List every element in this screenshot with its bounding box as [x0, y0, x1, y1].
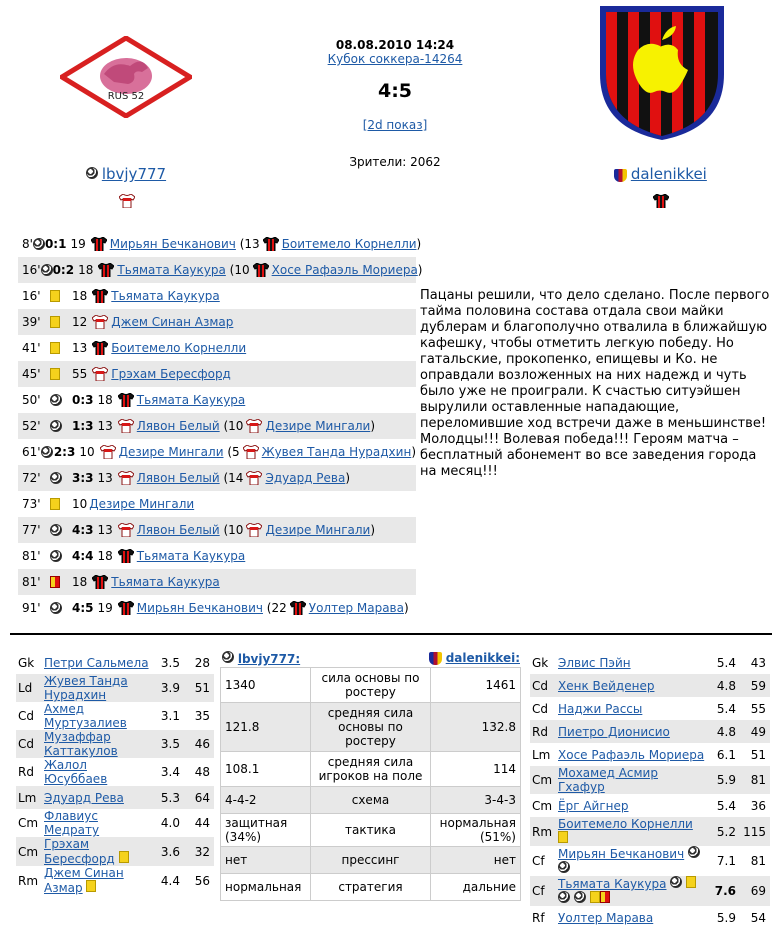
- shirt-icon: [243, 419, 265, 434]
- player-age: 43: [750, 655, 766, 670]
- yellow-card-icon: [119, 851, 129, 863]
- shirt-icon: [115, 549, 137, 564]
- player-link[interactable]: Флавиус Медрату: [44, 809, 100, 837]
- ball-icon: [688, 846, 700, 858]
- compare-table: [220, 667, 521, 901]
- player-link[interactable]: Эдуард Рева: [44, 790, 124, 805]
- event-minute: 81': [22, 549, 41, 563]
- match-header: [300, 38, 490, 132]
- event-player-link[interactable]: Лявон Белый: [136, 523, 220, 537]
- lineup-row: [530, 817, 770, 846]
- player-rating: 7.6: [714, 884, 736, 898]
- lineup-row: [530, 846, 770, 876]
- player-rating: 3.5: [160, 655, 180, 670]
- assist-close: ): [417, 263, 423, 277]
- ball-icon: [50, 472, 62, 484]
- player-link[interactable]: Петри Сальмела: [44, 655, 149, 670]
- compare-home-link[interactable]: lbvjy777:: [237, 652, 301, 666]
- player-position: Cd: [18, 737, 34, 751]
- compare-label: сила основы по ростеру: [310, 668, 430, 703]
- player-link[interactable]: Жалол Юсуббаев: [44, 758, 108, 786]
- event-minute: 50': [22, 393, 41, 407]
- player-number: 13: [72, 341, 88, 355]
- shirt-icon: [243, 471, 265, 486]
- player-position: Cf: [532, 884, 545, 898]
- shirt-icon: [89, 341, 111, 356]
- home-team: [86, 165, 166, 183]
- event-minute: 16': [22, 263, 41, 277]
- yellow-card-icon: [558, 831, 568, 843]
- event-player-link[interactable]: Тьямата Каукура: [111, 289, 220, 303]
- ball-icon: [41, 446, 53, 458]
- compare-row: [221, 703, 521, 752]
- event-score: 4:4: [72, 549, 94, 563]
- compare-header: [222, 651, 520, 666]
- compare-away-value: дальние: [431, 874, 521, 901]
- event-player-link[interactable]: Грэхам Бересфорд: [111, 367, 231, 381]
- compare-row: [221, 874, 521, 901]
- compare-label: прессинг: [310, 847, 430, 874]
- player-rating: 3.9: [160, 681, 180, 695]
- player-age: 51: [750, 747, 766, 762]
- event-row: [18, 231, 422, 257]
- shirt-icon: [115, 601, 137, 616]
- player-link[interactable]: Джем Синан Азмар: [44, 866, 124, 895]
- player-position: Ld: [18, 681, 33, 695]
- player-position: Lm: [532, 747, 551, 762]
- ball-icon: [33, 238, 45, 250]
- compare-home-value: 108.1: [221, 752, 311, 787]
- player-age: 51: [194, 681, 210, 695]
- player-link[interactable]: Наджи Рассы: [558, 701, 643, 716]
- player-age: 35: [194, 709, 210, 723]
- lineup-row: [16, 758, 214, 786]
- player-age: 36: [750, 798, 766, 813]
- compare-row: [221, 814, 521, 847]
- player-rating: 5.2: [716, 824, 736, 839]
- player-position: Rm: [18, 873, 39, 888]
- lineup-row: [16, 674, 214, 702]
- assist-number: (5: [227, 445, 240, 459]
- player-age: 48: [194, 765, 210, 779]
- yellow-card-icon: [50, 290, 60, 302]
- event-player-link[interactable]: Тьямата Каукура: [111, 575, 220, 589]
- ball-icon: [50, 524, 62, 536]
- event-minute: 73': [22, 497, 41, 511]
- player-rating: 5.9: [716, 910, 736, 925]
- event-row: [18, 595, 416, 621]
- player-age: 115: [743, 824, 766, 839]
- away-shirt-icon: [650, 193, 672, 208]
- lineup-row: [16, 702, 214, 730]
- event-row: [18, 283, 416, 309]
- player-link[interactable]: Ёрг Айгнер: [558, 798, 629, 813]
- event-minute: 41': [22, 341, 41, 355]
- event-minute: 39': [22, 315, 41, 329]
- event-assist-link[interactable]: Дезире Мингали: [265, 523, 371, 537]
- event-assist-link[interactable]: Боитемело Корнелли: [281, 237, 417, 251]
- event-score: 4:5: [72, 601, 94, 615]
- shirt-icon: [250, 263, 272, 278]
- assist-number: (14: [223, 471, 244, 485]
- match-comment: Пацаны решили, что дело сделано. После первого тайма половина состава отдала свои майки дублерам и благополучно отвалила в ближайшую кафешку, чтобы отметить легкую победу. Но гатальские, прокопенко, епищевы и Ко. не оправдали возложенных на них надежд и чуть было уже не проиграли. К счастью ситуэйшен вырулили оставленные нападающие, переломившие ход встречи даже в меньшинстве! Молодцы!!! Волевая победа!!! Героям матча – бесплатный абонемент во все заведения города на месяц!!!: [420, 288, 770, 479]
- event-score: 3:3: [72, 471, 94, 485]
- shirt-icon: [95, 263, 117, 278]
- shirt-icon: [89, 315, 111, 330]
- event-assist-link[interactable]: Хосе Рафаэль Мориера: [271, 263, 418, 277]
- player-link[interactable]: Ахмед Муртузалиев: [44, 702, 127, 730]
- player-number: 18: [72, 575, 88, 589]
- player-rating: 4.8: [716, 724, 736, 739]
- player-number: 13: [97, 419, 113, 433]
- compare-home-value: нет: [221, 847, 311, 874]
- assist-number: (13: [239, 237, 260, 251]
- player-link[interactable]: Боитемело Корнелли: [558, 817, 693, 831]
- show-2d-link[interactable]: [2d показ]: [362, 118, 428, 132]
- away-team: [614, 165, 707, 183]
- lineup-row: [530, 697, 770, 720]
- assist-close: ): [403, 601, 409, 615]
- player-rating: 3.5: [160, 737, 180, 751]
- ball-icon: [222, 651, 234, 663]
- event-assist-link[interactable]: Жувея Танда Нурадхин: [261, 445, 412, 459]
- event-assist-link[interactable]: Уолтер Марава: [308, 601, 404, 615]
- compare-away-link[interactable]: dalenikkei:: [445, 651, 520, 665]
- player-rating: 5.4: [716, 701, 736, 716]
- player-number: 12: [72, 315, 88, 329]
- ball-icon: [558, 891, 570, 903]
- event-row: [18, 543, 416, 569]
- barcelona-icon: [429, 652, 442, 665]
- player-position: Cf: [532, 854, 545, 868]
- compare-away-value: 3-4-3: [431, 787, 521, 814]
- home-team-logo: [60, 36, 192, 121]
- player-position: Gk: [18, 655, 35, 670]
- yellow-card-icon: [686, 876, 696, 888]
- player-position: Cm: [532, 773, 553, 787]
- event-row: [18, 257, 423, 283]
- match-datetime: 08.08.2010 14:24: [335, 38, 455, 52]
- event-assist-link[interactable]: Дезире Мингали: [265, 419, 371, 433]
- compare-label: стратегия: [310, 874, 430, 901]
- lineup-row: [530, 743, 770, 766]
- player-age: 49: [750, 724, 766, 739]
- event-player-link[interactable]: Тьямата Каукура: [136, 549, 246, 563]
- event-player-link[interactable]: Мирьян Бечканович: [109, 237, 236, 251]
- event-row: [18, 517, 416, 543]
- player-age: 69: [750, 884, 766, 898]
- shirt-icon: [240, 445, 262, 460]
- ball-icon: [50, 394, 62, 406]
- player-link[interactable]: Элвис Пэйн: [558, 655, 631, 670]
- away-team-logo: [598, 4, 726, 143]
- player-age: 54: [750, 910, 766, 925]
- event-minute: 77': [22, 523, 41, 537]
- assist-number: (22: [266, 601, 287, 615]
- shirt-icon: [287, 601, 309, 616]
- shirt-icon: [89, 289, 111, 304]
- event-row: [18, 309, 416, 335]
- match-events: [18, 231, 423, 621]
- player-rating: 4.0: [160, 816, 180, 830]
- event-minute: 72': [22, 471, 41, 485]
- event-row: [18, 491, 416, 517]
- ball-icon: [670, 876, 682, 888]
- shirt-icon: [260, 237, 282, 252]
- player-number: 18: [97, 549, 113, 563]
- player-position: Cm: [532, 798, 553, 813]
- shirt-icon: [97, 445, 119, 460]
- compare-row: [221, 752, 521, 787]
- event-row: [18, 569, 416, 595]
- lineup-row: [16, 837, 214, 866]
- player-rating: 5.4: [716, 798, 736, 813]
- player-position: Cm: [18, 816, 39, 830]
- player-rating: 7.1: [716, 854, 736, 868]
- event-score: 0:1: [44, 237, 67, 251]
- player-position: Cm: [18, 844, 39, 859]
- home-shirt-icon: [116, 193, 138, 208]
- assist-close: ): [370, 419, 376, 433]
- lineup-row: [16, 730, 214, 758]
- event-score: 1:3: [72, 419, 94, 433]
- spectators: Зрители: 2062: [349, 155, 441, 169]
- event-row: [18, 439, 416, 465]
- event-score: 2:3: [53, 445, 76, 459]
- event-assist-link[interactable]: Эдуард Рева: [265, 471, 346, 485]
- player-age: 46: [194, 737, 210, 751]
- event-row: [18, 361, 416, 387]
- compare-label: средняя сила основы по ростеру: [310, 703, 430, 752]
- player-position: Lm: [18, 790, 37, 805]
- compare-label: тактика: [310, 814, 430, 847]
- shirt-icon: [115, 419, 137, 434]
- compare-row: [221, 668, 521, 703]
- home-logo-text: RUS 52: [107, 91, 145, 102]
- player-rating: 3.6: [160, 844, 180, 859]
- event-minute: 61': [22, 445, 41, 459]
- player-position: Cd: [532, 678, 548, 693]
- player-age: 44: [194, 816, 210, 830]
- player-link[interactable]: Мирьян Бечканович: [558, 847, 685, 861]
- player-rating: 4.4: [160, 873, 180, 888]
- shirt-icon: [89, 367, 111, 382]
- player-link[interactable]: Музаффар Каттакулов: [44, 730, 118, 758]
- ball-icon: [50, 550, 62, 562]
- divider: [10, 633, 772, 635]
- compare-away-value: 1461: [431, 668, 521, 703]
- lineup-row: [16, 786, 214, 809]
- event-minute: 8': [22, 237, 33, 251]
- lineup-row: [530, 720, 770, 743]
- player-link[interactable]: Мохамед Асмир Гхафур: [558, 766, 658, 794]
- player-number: 19: [97, 601, 113, 615]
- player-age: 59: [750, 678, 766, 693]
- event-score: 4:3: [72, 523, 94, 537]
- player-link[interactable]: Жувея Танда Нурадхин: [44, 674, 128, 702]
- tournament-link[interactable]: Кубок соккера-14264: [327, 52, 463, 66]
- event-row: [18, 387, 416, 413]
- shirt-icon: [115, 523, 137, 538]
- player-rating: 4.8: [716, 678, 736, 693]
- compare-home-value: защитная (34%): [221, 814, 311, 847]
- yellow-card-icon: [50, 316, 60, 328]
- compare-label: средняя сила игроков на поле: [310, 752, 430, 787]
- player-rating: 5.3: [160, 790, 180, 805]
- player-link[interactable]: Грэхам Бересфорд: [44, 837, 115, 866]
- event-score: 0:2: [52, 263, 75, 277]
- event-player-link[interactable]: Лявон Белый: [136, 419, 220, 433]
- player-position: Rd: [532, 724, 548, 739]
- match-score: 4:5: [377, 80, 413, 102]
- lineup-row: [530, 794, 770, 817]
- lineup-row: [530, 766, 770, 794]
- player-position: Cd: [532, 701, 548, 716]
- lineup-row: [16, 866, 214, 895]
- compare-away-value: 132.8: [431, 703, 521, 752]
- home-lineup: [16, 651, 214, 895]
- player-number: 10: [79, 445, 95, 459]
- player-position: Gk: [532, 655, 549, 670]
- event-minute: 45': [22, 367, 41, 381]
- player-link[interactable]: Тьямата Каукура: [558, 877, 667, 891]
- player-rating: 6.1: [716, 747, 736, 762]
- player-rating: 3.4: [160, 765, 180, 779]
- event-player-link[interactable]: Лявон Белый: [136, 471, 220, 485]
- player-position: Cd: [18, 709, 34, 723]
- player-number: 18: [97, 393, 113, 407]
- assist-close: ): [411, 445, 416, 459]
- player-age: 56: [194, 873, 210, 888]
- player-position: Rm: [532, 824, 553, 839]
- ball-icon: [50, 420, 62, 432]
- event-score: 0:3: [72, 393, 94, 407]
- event-minute: 52': [22, 419, 41, 433]
- lineup-row: [530, 876, 770, 906]
- shirt-icon: [115, 393, 137, 408]
- shirt-icon: [89, 575, 111, 590]
- compare-home-value: 4-4-2: [221, 787, 311, 814]
- player-age: 32: [194, 844, 210, 859]
- player-link[interactable]: Хенк Вейденер: [558, 678, 655, 693]
- event-minute: 81': [22, 575, 41, 589]
- player-age: 64: [194, 790, 210, 805]
- assist-number: (10: [229, 263, 250, 277]
- event-player-link[interactable]: Тьямата Каукура: [136, 393, 246, 407]
- lineup-row: [16, 651, 214, 674]
- shirt-icon: [243, 523, 265, 538]
- assist-number: (10: [223, 419, 244, 433]
- away-team-link[interactable]: dalenikkei: [630, 165, 707, 183]
- ball-icon: [86, 167, 98, 179]
- compare-row: [221, 787, 521, 814]
- compare-row: [221, 847, 521, 874]
- event-player-link[interactable]: Мирьян Бечканович: [136, 601, 263, 615]
- event-player-link[interactable]: Джем Синан Азмар: [111, 315, 234, 329]
- event-player-link[interactable]: Дезире Мингали: [118, 445, 224, 459]
- compare-away-value: 114: [431, 752, 521, 787]
- compare-away-value: нормальная (51%): [431, 814, 521, 847]
- yellow-red-card-icon: [50, 576, 60, 588]
- ball-icon: [41, 264, 53, 276]
- player-link[interactable]: Уолтер Марава: [558, 910, 654, 925]
- event-player-link[interactable]: Дезире Мингали: [89, 497, 195, 511]
- compare-home-value: 1340: [221, 668, 311, 703]
- ball-icon: [50, 602, 62, 614]
- yellow-card-icon: [590, 891, 600, 903]
- home-team-link[interactable]: lbvjy777: [101, 165, 167, 183]
- compare-home-value: 121.8: [221, 703, 311, 752]
- yellow-card-icon: [50, 368, 60, 380]
- event-row: [18, 413, 416, 439]
- assist-close: ): [416, 237, 422, 251]
- lineup-row: [530, 906, 770, 929]
- player-rating: 5.9: [716, 773, 736, 787]
- player-number: 18: [78, 263, 94, 277]
- yellow-red-card-icon: [600, 891, 610, 903]
- player-number: 10: [72, 497, 88, 511]
- player-age: 55: [750, 701, 766, 716]
- player-position: Rf: [532, 910, 545, 925]
- player-link[interactable]: Пиетро Дионисио: [558, 724, 670, 739]
- player-rating: 3.1: [160, 709, 180, 723]
- ball-icon: [558, 861, 570, 873]
- event-minute: 91': [22, 601, 41, 615]
- yellow-card-icon: [50, 498, 60, 510]
- event-player-link[interactable]: Тьямата Каукура: [117, 263, 226, 277]
- yellow-card-icon: [86, 880, 96, 892]
- player-position: Rd: [18, 765, 34, 779]
- assist-close: ): [370, 523, 376, 537]
- ball-icon: [574, 891, 586, 903]
- player-number: 55: [72, 367, 88, 381]
- player-number: 13: [97, 523, 113, 537]
- event-minute: 16': [22, 289, 41, 303]
- player-number: 18: [72, 289, 88, 303]
- compare-away-value: нет: [431, 847, 521, 874]
- away-lineup: [530, 651, 770, 929]
- compare-label: схема: [310, 787, 430, 814]
- player-age: 81: [750, 773, 766, 787]
- assist-number: (10: [223, 523, 244, 537]
- player-rating: 5.4: [716, 655, 736, 670]
- assist-close: ): [345, 471, 351, 485]
- barcelona-icon: [614, 169, 627, 182]
- player-age: 28: [194, 655, 210, 670]
- compare-home-value: нормальная: [221, 874, 311, 901]
- lineup-row: [16, 809, 214, 837]
- lineup-row: [530, 651, 770, 674]
- event-row: [18, 465, 416, 491]
- player-number: 13: [97, 471, 113, 485]
- event-player-link[interactable]: Боитемело Корнелли: [111, 341, 247, 355]
- shirt-icon: [88, 237, 110, 252]
- shirt-icon: [115, 471, 137, 486]
- event-row: [18, 335, 416, 361]
- player-number: 19: [70, 237, 86, 251]
- player-link[interactable]: Хосе Рафаэль Мориера: [558, 747, 705, 762]
- lineup-row: [530, 674, 770, 697]
- yellow-card-icon: [50, 342, 60, 354]
- player-age: 81: [750, 854, 766, 868]
